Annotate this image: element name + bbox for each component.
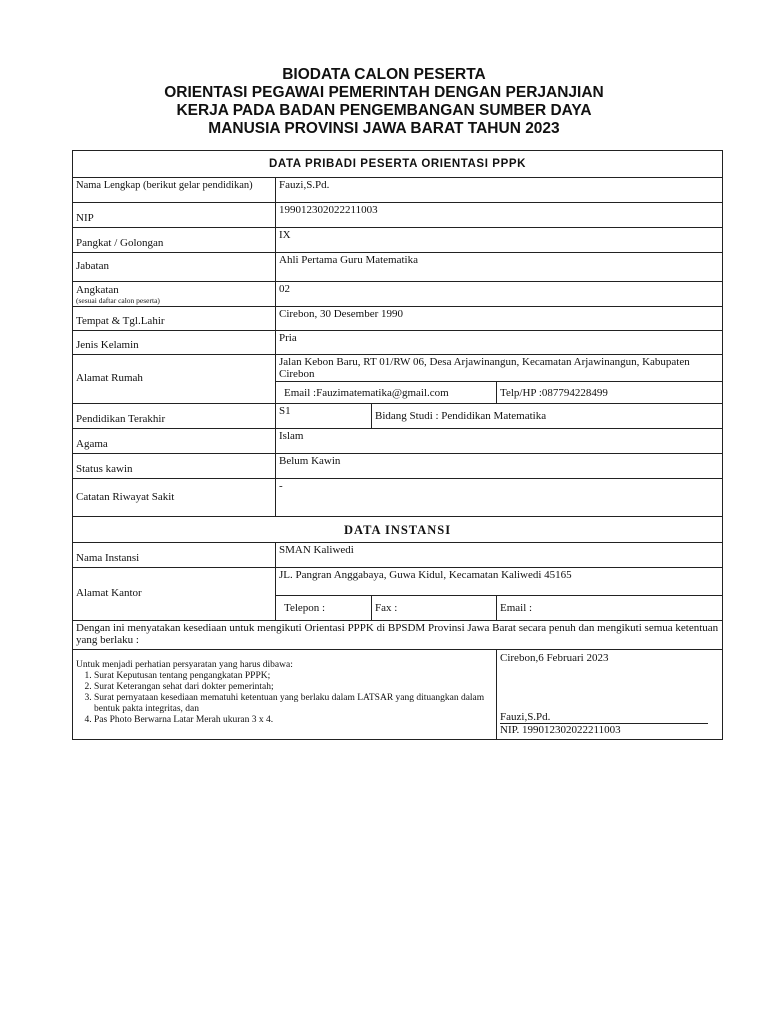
pangkat-label: Pangkat / Golongan — [73, 228, 276, 253]
requirement-item: 1. Surat Keputusan tentang pengangkatan PPPK; — [94, 671, 493, 682]
email-value[interactable]: Email :Fauzimatematika@gmail.com — [276, 382, 497, 404]
document-title — [0, 66, 768, 138]
requirement-item: 4. Pas Photo Berwarna Latar Merah ukuran 3 x 4. — [94, 715, 493, 726]
telepon-field[interactable]: Telepon : — [276, 596, 372, 621]
requirements-intro: Untuk menjadi perhatian persyaratan yang harus dibawa: — [76, 660, 293, 670]
biodata-form-table — [72, 150, 723, 740]
angkatan-value[interactable]: 02 — [276, 282, 723, 307]
alamat-rumah-label: Alamat Rumah — [73, 355, 276, 404]
requirements-list — [76, 671, 493, 726]
jenis-kelamin-value[interactable]: Pria — [276, 331, 723, 355]
pangkat-value[interactable]: IX — [276, 228, 723, 253]
requirement-item: 3. Surat pernyataan kesediaan mematuhi ketentuan yang berlaku dalam LATSAR yang dituangkan dalam bentuk pakta integritas, dan — [94, 693, 493, 715]
riwayat-sakit-label: Catatan Riwayat Sakit — [73, 479, 276, 517]
fax-field[interactable]: Fax : — [372, 596, 497, 621]
nama-label: Nama Lengkap (berikut gelar pendidikan) — [73, 178, 276, 203]
title-line-4: MANUSIA PROVINSI JAWA BARAT TAHUN 2023 — [208, 120, 560, 137]
jabatan-label: Jabatan — [73, 253, 276, 282]
status-kawin-value[interactable]: Belum Kawin — [276, 454, 723, 479]
pendidikan-value[interactable]: S1 — [276, 404, 372, 429]
alamat-rumah-value[interactable]: Jalan Kebon Baru, RT 01/RW 06, Desa Arjawinangun, Kecamatan Arjawinangun, Kabupaten Cirebon — [276, 355, 723, 382]
nip-label: NIP — [73, 203, 276, 228]
ttl-value[interactable]: Cirebon, 30 Desember 1990 — [276, 307, 723, 331]
angkatan-label-cell — [73, 282, 276, 307]
pendidikan-label: Pendidikan Terakhir — [73, 404, 276, 429]
angkatan-label: Angkatan — [76, 284, 119, 296]
alamat-kantor-value[interactable]: JL. Pangran Anggabaya, Guwa Kidul, Kecamatan Kaliwedi 45165 — [276, 568, 723, 596]
section-personal-header: DATA PRIBADI PESERTA ORIENTASI PPPK — [73, 151, 723, 178]
statement-text: Dengan ini menyatakan kesediaan untuk mengikuti Orientasi PPPK di BPSDM Provinsi Jawa Barat secara penuh dan mengikuti semua ketentuan yang berlaku : — [73, 621, 723, 650]
nama-instansi-value[interactable]: SMAN Kaliwedi — [276, 543, 723, 568]
ttl-label: Tempat & Tgl.Lahir — [73, 307, 276, 331]
email-kantor-field[interactable]: Email : — [497, 596, 723, 621]
alamat-kantor-label: Alamat Kantor — [73, 568, 276, 621]
bidang-studi-value[interactable]: Bidang Studi : Pendidikan Matematika — [372, 404, 723, 429]
section-instansi-header: DATA INSTANSI — [73, 517, 723, 543]
title-line-1: BIODATA CALON PESERTA — [282, 66, 486, 83]
signature-place-date: Cirebon,6 Februari 2023 — [500, 652, 609, 664]
jabatan-value[interactable]: Ahli Pertama Guru Matematika — [276, 253, 723, 282]
agama-value[interactable]: Islam — [276, 429, 723, 454]
nip-value[interactable]: 199012302022211003 — [276, 203, 723, 228]
title-line-2: ORIENTASI PEGAWAI PEMERINTAH DENGAN PERJANJIAN — [164, 84, 604, 101]
title-line-3: KERJA PADA BADAN PENGEMBANGAN SUMBER DAYA — [176, 102, 592, 119]
nama-value[interactable]: Fauzi,S.Pd. — [276, 178, 723, 203]
status-kawin-label: Status kawin — [73, 454, 276, 479]
jenis-kelamin-label: Jenis Kelamin — [73, 331, 276, 355]
requirements-note — [73, 650, 497, 740]
signature-block — [497, 650, 723, 740]
signature-nip: NIP. 199012302022211003 — [500, 724, 621, 736]
telp-value[interactable]: Telp/HP :087794228499 — [497, 382, 723, 404]
signature-name: Fauzi,S.Pd. — [500, 711, 708, 724]
nama-instansi-label: Nama Instansi — [73, 543, 276, 568]
angkatan-note: (sesuai daftar calon peserta) — [76, 296, 160, 305]
riwayat-sakit-value[interactable]: - — [276, 479, 723, 517]
agama-label: Agama — [73, 429, 276, 454]
requirement-item: 2. Surat Keterangan sehat dari dokter pemerintah; — [94, 682, 493, 693]
